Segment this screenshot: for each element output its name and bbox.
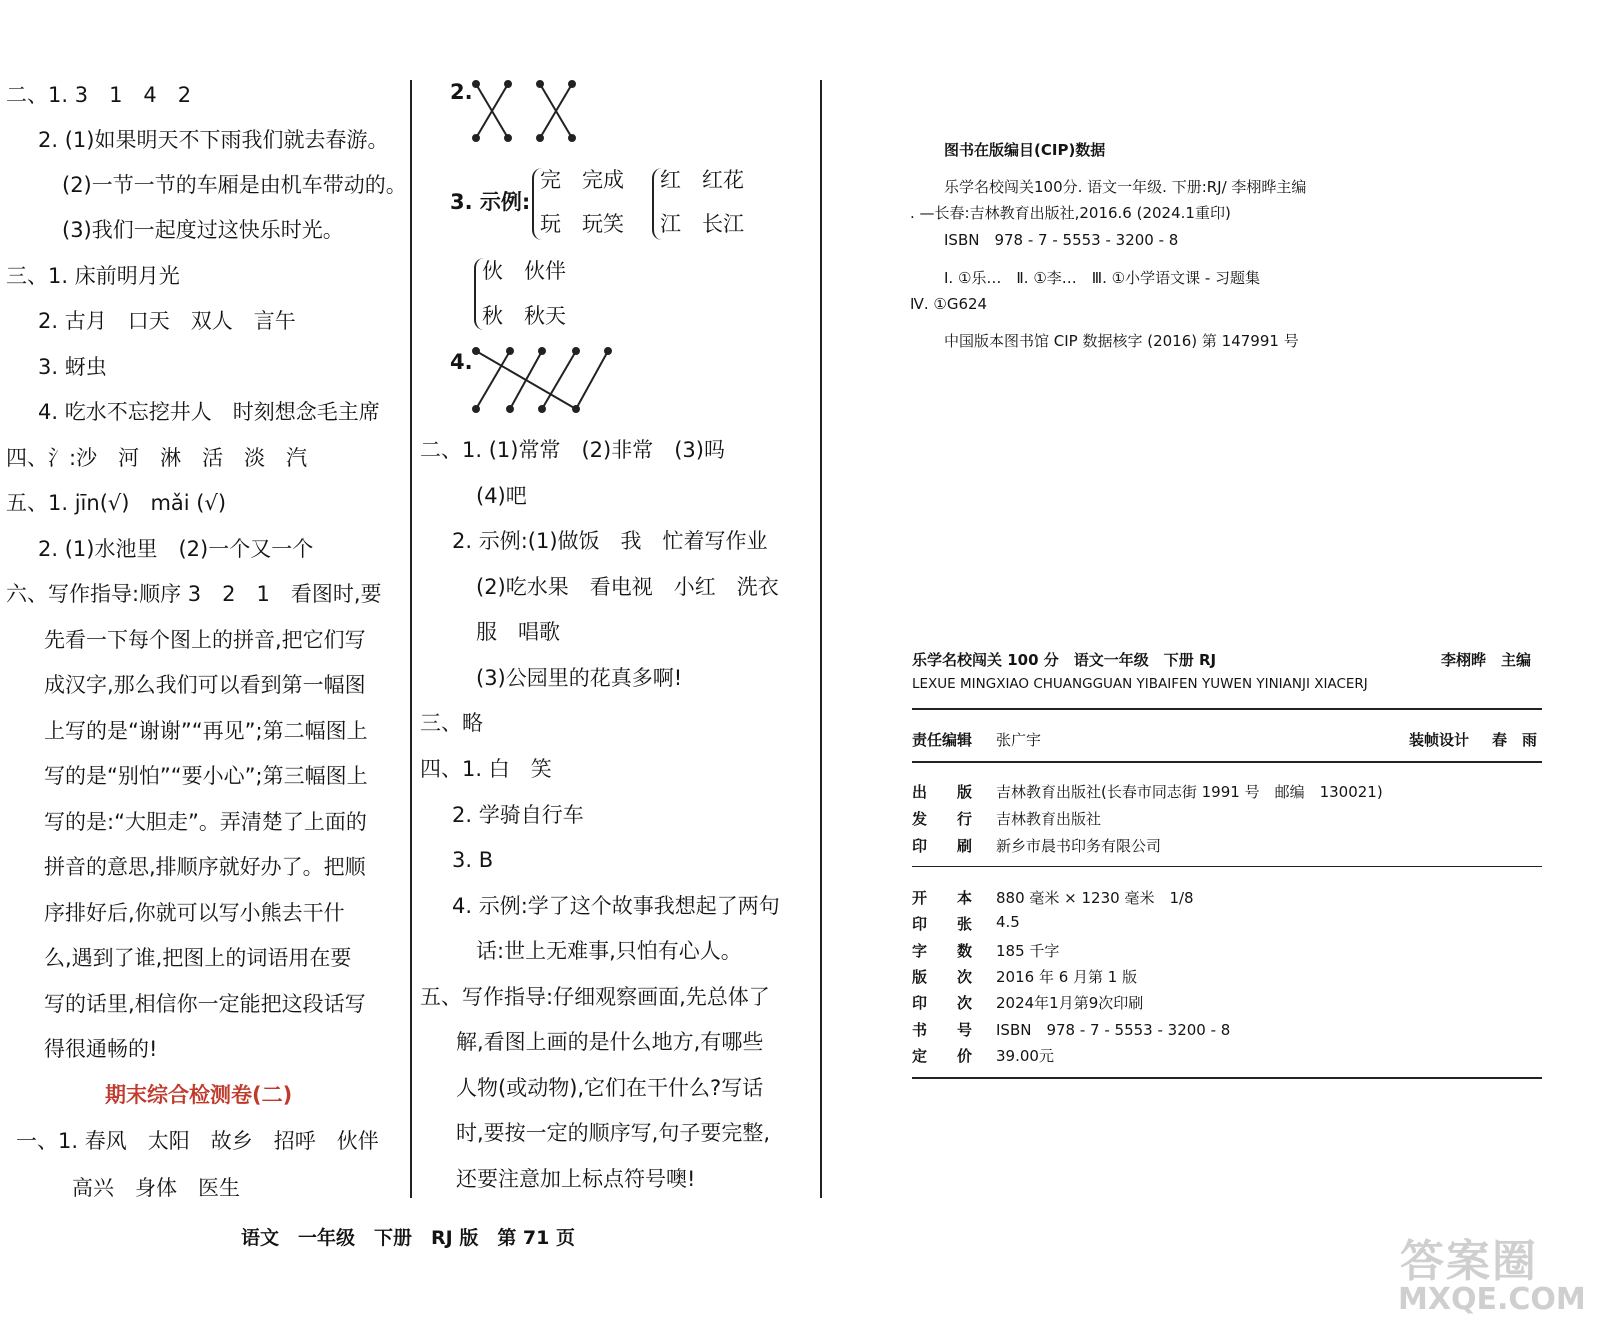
answer-line: 写的是“别怕”“要小心”;第三幅图上 — [44, 764, 368, 788]
info-value: 2016 年 6 月第 1 版 — [996, 967, 1138, 986]
answer-line: 三、1. 床前明月光 — [6, 264, 180, 288]
info-value: 2024年1月第9次印刷 — [996, 994, 1144, 1013]
word-pair: 玩 玩笑 — [540, 212, 624, 236]
info-value: 39.00元 — [996, 1046, 1054, 1065]
answer-line: 得很通畅的! — [44, 1037, 158, 1061]
column-divider-left — [410, 80, 412, 1198]
info-value: 吉林教育出版社 — [996, 810, 1102, 828]
answer-line: 3. B — [452, 848, 494, 872]
info-value: 吉林教育出版社(长春市同志街 1991 号 邮编 130021) — [996, 783, 1383, 801]
info-value: ISBN 978 - 7 - 5553 - 3200 - 8 — [996, 1020, 1231, 1039]
answer-line: 3. 蚜虫 — [38, 355, 107, 379]
answer-line: 拼音的意思,排顺序就好办了。把顺 — [44, 855, 366, 879]
divider — [912, 761, 1542, 763]
column-divider-right — [820, 80, 822, 1198]
answer-line: 写的话里,相信你一定能把这段话写 — [44, 992, 366, 1016]
word-pair: 完 完成 — [540, 168, 624, 192]
answer-line: 一、1. 春风 太阳 故乡 招呼 伙伴 — [16, 1129, 379, 1153]
cip-line: ISBN 978 - 7 - 5553 - 3200 - 8 — [944, 231, 1179, 249]
answer-line: 2. 古月 口天 双人 言午 — [38, 309, 296, 333]
answer-line: 人物(或动物),它们在干什么?写话 — [456, 1076, 764, 1100]
answer-line: (3)我们一起度过这快乐时光。 — [62, 218, 344, 242]
info-label: 定 价 — [912, 1046, 973, 1065]
question-number: 4. — [450, 350, 473, 374]
answer-line: 话:世上无难事,只怕有心人。 — [476, 939, 742, 963]
answer-line: 2. (1)如果明天不下雨我们就去春游。 — [38, 128, 389, 152]
cip-line: Ⅰ. ①乐… Ⅱ. ①李… Ⅲ. ①小学语文课 - 习题集 — [944, 269, 1261, 287]
answer-line: 4. 示例:学了这个故事我想起了两句 — [452, 894, 780, 918]
answer-line: 成汉字,那么我们可以看到第一幅图 — [44, 673, 366, 697]
info-label: 开 本 — [912, 889, 973, 907]
answer-line: 二、1. (1)常常 (2)非常 (3)吗 — [420, 438, 725, 462]
cip-line: . —长春:吉林教育出版社,2016.6 (2024.1重印) — [910, 204, 1231, 222]
answer-line: 四、1. 白 笑 — [420, 757, 552, 781]
section-title: 期末综合检测卷(二) — [105, 1083, 293, 1107]
word-pair: 江 长江 — [660, 212, 744, 236]
design-label: 装帧设计 — [1409, 731, 1470, 749]
answer-line: 上写的是“谢谢”“再见”;第二幅图上 — [44, 719, 368, 743]
word-pair: 伙 伙伴 — [482, 259, 566, 283]
answer-line: 服 唱歌 — [476, 620, 560, 644]
book-title: 乐学名校闯关 100 分 语文一年级 下册 RJ — [912, 651, 1217, 669]
designer-name: 春 雨 — [1492, 731, 1538, 749]
watermark-logo: 答案圈 — [1400, 1236, 1538, 1287]
info-label: 发 行 — [912, 810, 973, 828]
answer-line: 还要注意加上标点符号噢! — [456, 1167, 696, 1191]
info-value: 185 千字 — [996, 941, 1060, 960]
info-value: 880 毫米 × 1230 毫米 1/8 — [996, 889, 1194, 907]
answer-line: (2)一节一节的车厢是由机车带动的。 — [62, 173, 407, 197]
watermark-url: MXQE.COM — [1398, 1282, 1586, 1317]
book-author: 李栩晔 主编 — [1441, 651, 1532, 669]
answer-line: 六、写作指导:顺序 3 2 1 看图时,要 — [6, 582, 382, 606]
answer-line: (3)公园里的花真多啊! — [476, 666, 683, 690]
page-footer: 语文 一年级 下册 RJ 版 第 71 页 — [241, 1227, 575, 1249]
info-value: 新乡市晨书印务有限公司 — [996, 837, 1162, 855]
info-label: 印 刷 — [912, 837, 973, 855]
editor-name: 张广宇 — [996, 731, 1042, 749]
answer-line: 先看一下每个图上的拼音,把它们写 — [44, 628, 366, 652]
divider — [912, 866, 1542, 867]
answer-line: (4)吧 — [476, 484, 527, 508]
divider — [912, 1077, 1542, 1079]
answer-line: 五、1. jīn(√) mǎi (√) — [6, 491, 227, 515]
answer-line: 二、1. 3 1 4 2 — [6, 83, 192, 107]
word-pair: 红 红花 — [660, 168, 744, 192]
word-pair: 秋 秋天 — [482, 304, 566, 328]
cip-line: 乐学名校闯关100分. 语文一年级. 下册:RJ/ 李栩晔主编 — [944, 178, 1307, 196]
question-label: 3. 示例: — [450, 190, 531, 214]
book-pinyin-title: LEXUE MINGXIAO CHUANGGUAN YIBAIFEN YUWEN YINIANJI XIACERJ — [912, 676, 1368, 692]
cip-line: 中国版本图书馆 CIP 数据核字 (2016) 第 147991 号 — [944, 332, 1299, 350]
answer-line: 2. (1)水池里 (2)一个又一个 — [38, 537, 314, 561]
question-number: 2. — [450, 80, 473, 104]
editor-label: 责任编辑 — [912, 731, 973, 749]
info-label: 书 号 — [912, 1020, 973, 1039]
divider — [912, 708, 1542, 710]
answer-line: 2. 示例:(1)做饭 我 忙着写作业 — [452, 529, 768, 553]
cip-heading: 图书在版编目(CIP)数据 — [944, 141, 1106, 159]
answer-line: 2. 学骑自行车 — [452, 803, 584, 827]
answer-line: 序排好后,你就可以写小熊去干什 — [44, 901, 345, 925]
answer-line: 4. 吃水不忘挖井人 时刻想念毛主席 — [38, 400, 380, 424]
info-label: 出 版 — [912, 783, 973, 801]
answer-line: 四、氵:沙 河 淋 活 淡 汽 — [6, 446, 308, 470]
cip-line: Ⅳ. ①G624 — [910, 295, 988, 313]
answer-line: 解,看图上画的是什么地方,有哪些 — [456, 1030, 764, 1054]
answer-line: 三、略 — [420, 711, 483, 735]
answer-line: 时,要按一定的顺序写,句子要完整, — [456, 1121, 771, 1145]
info-value: 4.5 — [996, 913, 1020, 932]
info-label: 印 次 — [912, 994, 973, 1013]
info-label: 版 次 — [912, 967, 973, 986]
answer-line: (2)吃水果 看电视 小红 洗衣 — [476, 575, 779, 599]
answer-line: 五、写作指导:仔细观察画面,先总体了 — [420, 985, 770, 1009]
info-label: 印 张 — [912, 915, 973, 934]
answer-line: 写的是:“大胆走”。弄清楚了上面的 — [44, 810, 367, 834]
info-label: 字 数 — [912, 941, 973, 960]
matching-lines-q4 — [470, 345, 615, 415]
matching-lines-q2 — [470, 80, 580, 142]
answer-line: 高兴 身体 医生 — [72, 1176, 240, 1200]
answer-line: 么,遇到了谁,把图上的词语用在要 — [44, 946, 352, 970]
